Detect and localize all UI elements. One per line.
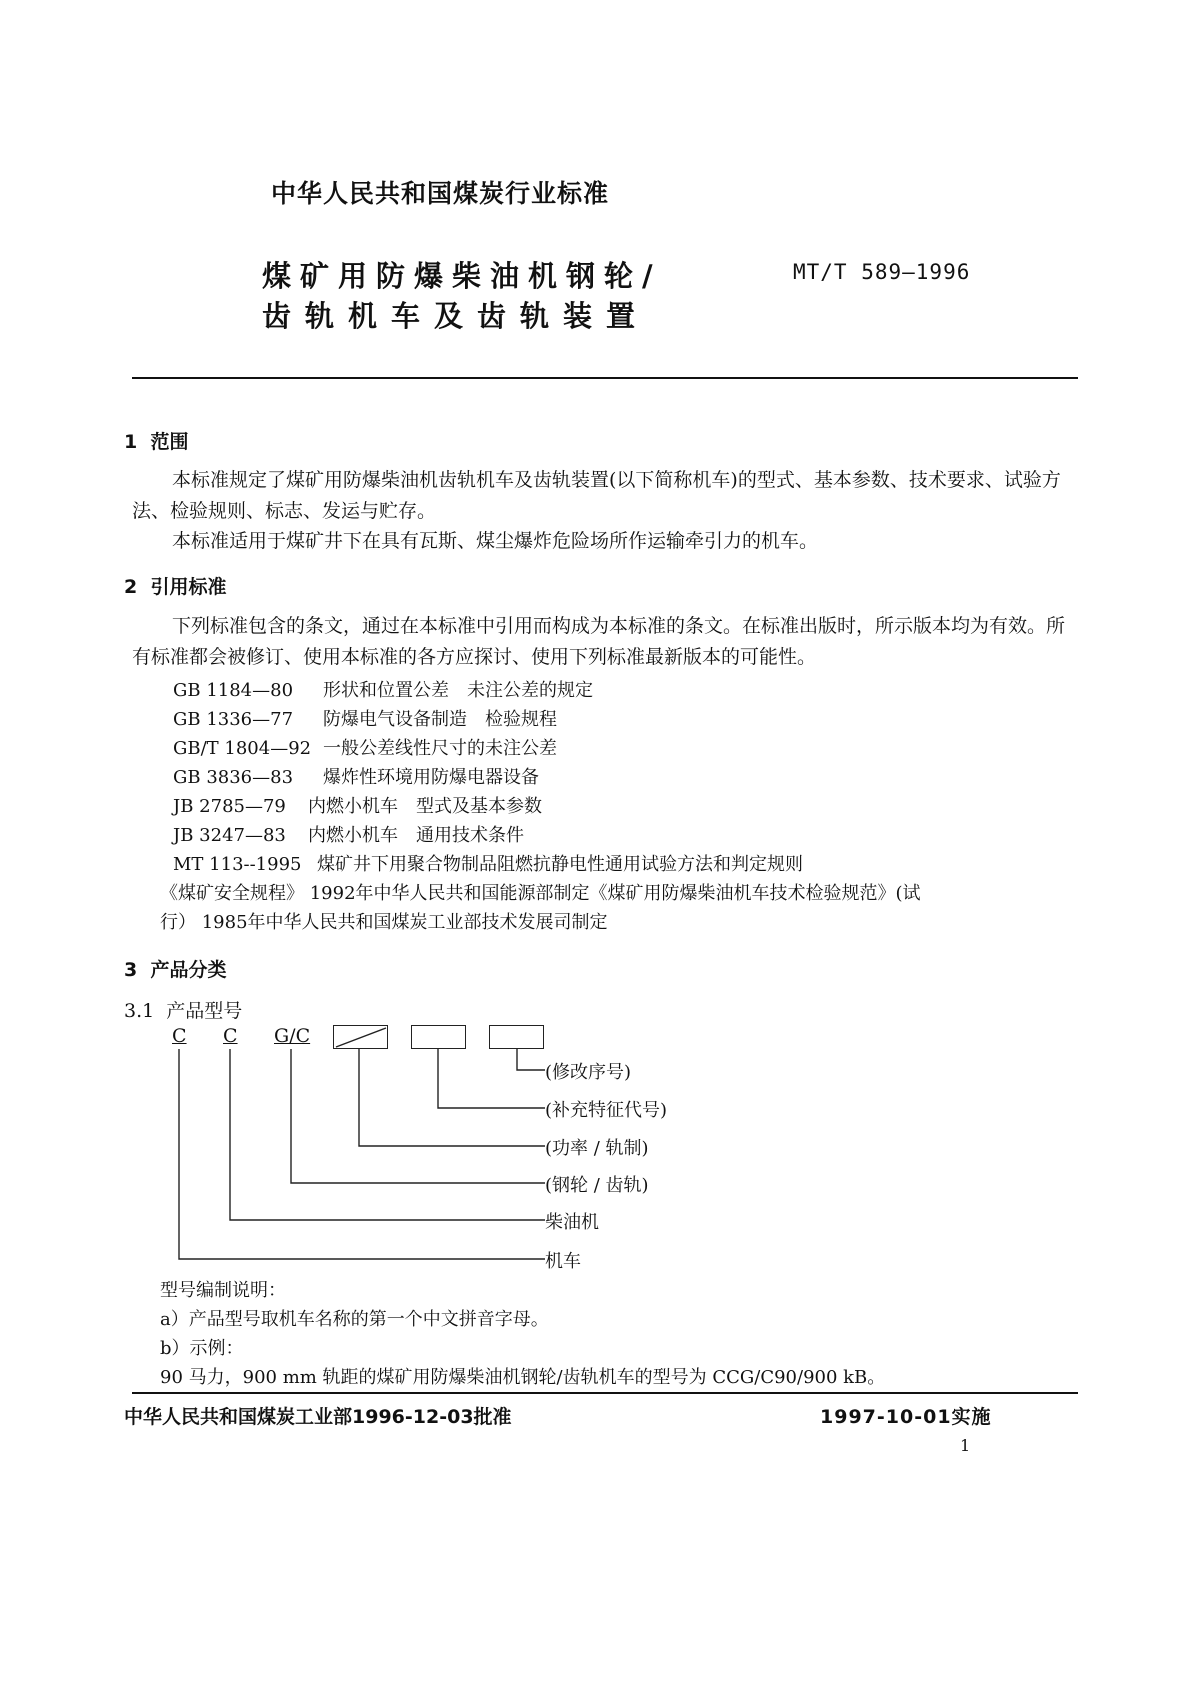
label-supplementary-code: (补充特征代号) [545, 1100, 668, 1121]
section-1-heading: 1 范围 [124, 431, 189, 453]
approval-line: 中华人民共和国煤炭工业部1996-12-03批准 [124, 1406, 512, 1428]
model-note-b: b）示例： [160, 1338, 244, 1359]
reference-code: GB/T 1804—92 [173, 738, 312, 759]
section-2-paragraph: 下列标准包含的条文，通过在本标准中引用而构成为本标准的条文。在标准出版时，所示版本均为有效。所有标准都会被修订、使用本标准的各方应探讨、使用下列标准最新版本的可能性。 [132, 615, 1066, 668]
reference-row [173, 792, 542, 818]
label-revision-number: (修改序号) [545, 1062, 632, 1083]
reference-row [173, 705, 557, 731]
reference-code: GB 3836—83 [173, 767, 294, 788]
reference-title: 一般公差线性尺寸的未注公差 [323, 738, 557, 759]
footer-rule [132, 1392, 1078, 1394]
reference-title: 形状和位置公差 未注公差的规定 [323, 680, 593, 701]
reference-code: JB 3247—83 [173, 825, 286, 846]
reference-title: 内燃小机车 型式及基本参数 [308, 796, 542, 817]
section-1-paragraph-1: 本标准规定了煤矿用防爆柴油机齿轨机车及齿轨装置(以下简称机车)的型式、基本参数、技术要求、试验方法、检验规则、标志、发运与贮存。 [132, 469, 1061, 522]
doc-title-line1: 煤矿用防爆柴油机钢轮/ [262, 259, 662, 293]
reference-code: GB 1336—77 [173, 709, 294, 730]
model-note-example: 90 马力，900 mm 轨距的煤矿用防爆柴油机钢轮/齿轨机车的型号为 CCG/C90/900 kB。 [160, 1367, 886, 1388]
model-letter-c1: C [172, 1025, 187, 1047]
reference-code: MT 113--1995 [173, 854, 302, 875]
revision-box [489, 1025, 544, 1049]
org-title: 中华人民共和国煤炭行业标准 [271, 179, 610, 208]
power-gauge-box [333, 1025, 388, 1049]
reference-title: 防爆电气设备制造 检验规程 [323, 709, 557, 730]
standard-number: MT/T 589—1996 [793, 260, 971, 284]
section-3-heading: 3 产品分类 [124, 959, 227, 981]
model-note-title: 型号编制说明： [160, 1280, 286, 1301]
header-rule [132, 377, 1078, 379]
effective-date: 1997-10-01实施 [820, 1406, 992, 1428]
reference-row [173, 763, 539, 789]
model-letter-gc: G/C [274, 1025, 311, 1047]
model-letter-c2: C [223, 1025, 238, 1047]
reference-title: 内燃小机车 通用技术条件 [308, 825, 524, 846]
feature-code-box [411, 1025, 466, 1049]
reference-row [173, 850, 803, 876]
reference-extra-line-2: 行） 1985年中华人民共和国煤炭工业部技术发展司制定 [160, 912, 608, 933]
section-3-1-heading: 3.1 产品型号 [124, 1000, 243, 1022]
section-1-paragraph-2: 本标准适用于煤矿井下在具有瓦斯、煤尘爆炸危险场所作运输牵引力的机车。 [172, 530, 819, 552]
label-power-gauge: (功率 / 轨制) [545, 1138, 649, 1159]
reference-row [173, 821, 524, 847]
label-diesel-engine: 柴油机 [545, 1212, 599, 1233]
label-locomotive: 机车 [545, 1251, 581, 1272]
reference-title: 煤矿井下用聚合物制品阻燃抗静电性通用试验方法和判定规则 [317, 854, 803, 875]
section-2-heading: 2 引用标准 [124, 576, 227, 598]
doc-title-line2: 齿轨机车及齿轨装置 [262, 299, 650, 333]
label-wheel-rack: (钢轮 / 齿轨) [545, 1175, 649, 1196]
reference-title: 爆炸性环境用防爆电器设备 [323, 767, 539, 788]
reference-row [173, 676, 593, 702]
reference-row [173, 734, 557, 760]
model-note-a: a）产品型号取机车名称的第一个中文拼音字母。 [160, 1309, 549, 1330]
reference-code: GB 1184—80 [173, 680, 294, 701]
reference-extra-line-1: 《煤矿安全规程》 1992年中华人民共和国能源部制定《煤矿用防爆柴油机车技术检验规范》(试 [160, 883, 921, 904]
page-number: 1 [960, 1436, 971, 1455]
reference-code: JB 2785—79 [173, 796, 286, 817]
